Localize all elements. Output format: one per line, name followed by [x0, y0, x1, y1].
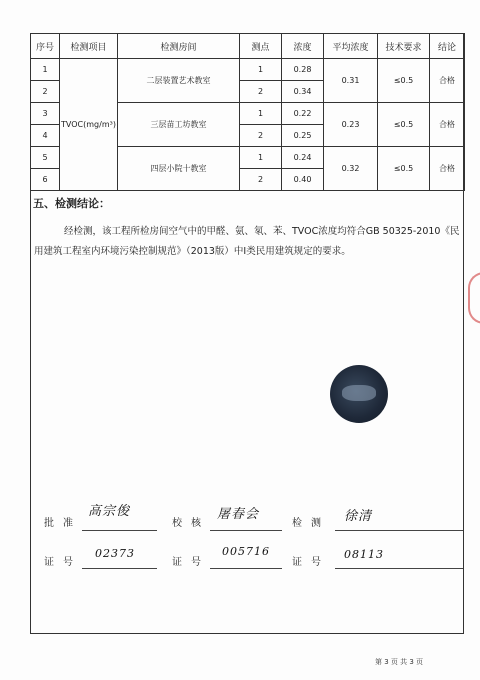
page-number: 第 3 页 共 3 页 [375, 658, 424, 666]
result: 合格 [430, 147, 465, 191]
table-row [31, 59, 465, 81]
header-cell: 检测房间 [118, 34, 240, 59]
header-cell: 序号 [31, 34, 60, 59]
header-cell: 测点 [240, 34, 282, 59]
cert-number-2: 005716 [222, 545, 270, 558]
point-number: 1 [240, 147, 282, 169]
header-cell: 检测项目 [60, 34, 118, 59]
table-header-row [31, 34, 465, 59]
test-underline [335, 530, 463, 531]
test-signature: 徐清 [344, 509, 373, 524]
test-item-cell: TVOC(mg/m³) [60, 59, 118, 191]
cert-underline-3 [335, 568, 463, 569]
room-name: 四层小院十教室 [118, 147, 240, 191]
header-cell: 技术要求 [378, 34, 430, 59]
review-underline [210, 530, 282, 531]
approve-underline [82, 530, 157, 531]
row-number: 4 [31, 125, 60, 147]
room-name: 二层装置艺术教室 [118, 59, 240, 103]
page-frame-bottom [30, 633, 464, 634]
concentration: 0.40 [282, 169, 324, 191]
requirement: ≤0.5 [378, 147, 430, 191]
cert-number-3: 08113 [344, 548, 384, 561]
requirement: ≤0.5 [378, 103, 430, 147]
row-number: 2 [31, 81, 60, 103]
concentration: 0.25 [282, 125, 324, 147]
section-title: 五、检测结论： [33, 197, 110, 210]
row-number: 5 [31, 147, 60, 169]
seal-emblem [342, 385, 376, 401]
cert-label-2: 证号 [172, 557, 210, 568]
header-cell: 平均浓度 [324, 34, 378, 59]
conclusion-text: 经检测，该工程所检房间空气中的甲醛、氨、氡、苯、TVOC浓度均符合GB 50325-2010《民用建筑工程室内环境污染控制规范》（2013版）中Ⅰ类民用建筑规定的要求。 [34, 226, 460, 257]
approve-signature: 高宗俊 [88, 504, 131, 519]
average-concentration: 0.31 [324, 59, 378, 103]
point-number: 1 [240, 103, 282, 125]
row-number: 6 [31, 169, 60, 191]
average-concentration: 0.32 [324, 147, 378, 191]
room-name: 三层苗工坊教室 [118, 103, 240, 147]
review-label: 校核 [172, 518, 210, 529]
requirement: ≤0.5 [378, 59, 430, 103]
results-table [30, 33, 465, 191]
cert-number-1: 02373 [95, 547, 135, 560]
row-number: 3 [31, 103, 60, 125]
header-cell: 浓度 [282, 34, 324, 59]
red-stamp-edge [468, 272, 480, 324]
cert-underline-2 [210, 568, 282, 569]
concentration: 0.22 [282, 103, 324, 125]
point-number: 2 [240, 169, 282, 191]
point-number: 2 [240, 81, 282, 103]
average-concentration: 0.23 [324, 103, 378, 147]
result: 合格 [430, 103, 465, 147]
cert-label-3: 证号 [292, 557, 330, 568]
point-number: 2 [240, 125, 282, 147]
seal-stamp [330, 365, 388, 423]
concentration: 0.28 [282, 59, 324, 81]
review-signature: 屠春会 [217, 507, 260, 522]
result: 合格 [430, 59, 465, 103]
approve-label: 批准 [44, 518, 82, 529]
test-label: 检测 [292, 518, 330, 529]
concentration: 0.24 [282, 147, 324, 169]
cert-label-1: 证号 [44, 557, 82, 568]
concentration: 0.34 [282, 81, 324, 103]
point-number: 1 [240, 59, 282, 81]
row-number: 1 [31, 59, 60, 81]
header-cell: 结论 [430, 34, 465, 59]
cert-underline-1 [82, 568, 157, 569]
